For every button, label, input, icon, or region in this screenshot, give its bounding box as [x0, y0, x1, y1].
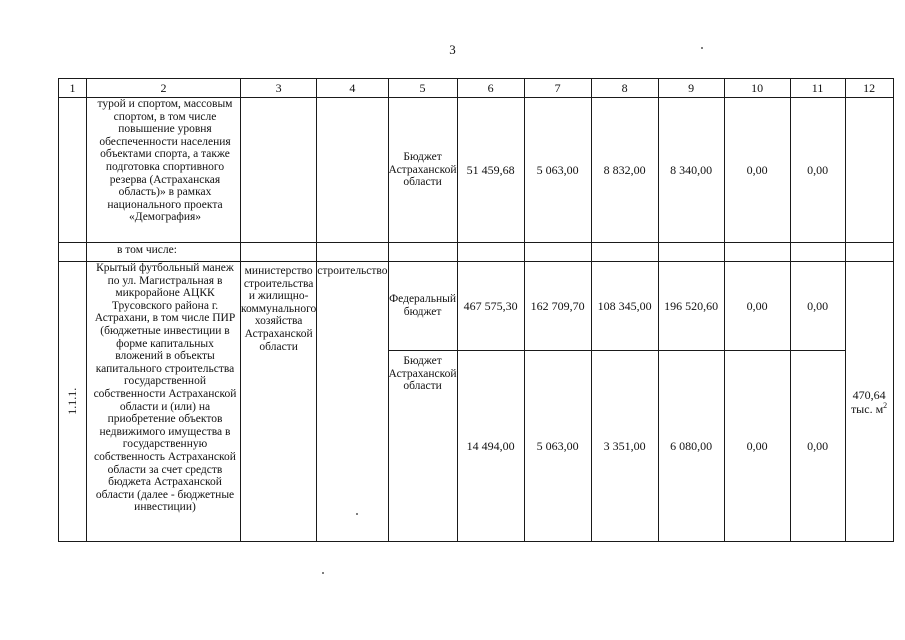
program-description: турой и спортом, массовым спортом, в том числе повышение уровня обеспеченности населения объектами спорта, а также подготовка спортивного резерва (Астраханская область)» в рамках национального проекта «Демография» — [87, 98, 241, 243]
value-cell: 162 709,70 — [524, 262, 591, 351]
header-cell: 4 — [317, 79, 388, 98]
capacity-unit: тыс. м — [850, 401, 884, 416]
value-cell: 8 340,00 — [658, 98, 724, 243]
header-cell: 6 — [457, 79, 524, 98]
scan-speck — [322, 572, 324, 574]
value-cell: 6 080,00 — [658, 351, 724, 542]
header-cell: 8 — [591, 79, 658, 98]
value-cell: 108 345,00 — [591, 262, 658, 351]
capacity-cell — [845, 262, 893, 542]
item-number: 1.1.1. — [65, 387, 80, 415]
header-cell: 10 — [724, 79, 790, 98]
value-cell: 196 520,60 — [658, 262, 724, 351]
value-cell: 8 832,00 — [591, 98, 658, 243]
value-cell: 3 351,00 — [591, 351, 658, 542]
header-cell: 7 — [524, 79, 591, 98]
header-cell: 11 — [790, 79, 845, 98]
value-cell: 0,00 — [724, 98, 790, 243]
header-cell: 1 — [59, 79, 87, 98]
value-cell: 0,00 — [724, 351, 790, 542]
item-number-cell — [59, 262, 87, 542]
value-cell: 0,00 — [724, 262, 790, 351]
value-cell: 0,00 — [790, 351, 845, 542]
funding-source: Бюджет Астраханской области — [388, 98, 457, 243]
value-cell: 0,00 — [790, 98, 845, 243]
header-row — [59, 79, 894, 98]
header-cell: 3 — [241, 79, 317, 98]
object-category: строительство — [317, 262, 388, 542]
funding-source: Федеральный бюджет — [388, 262, 457, 351]
responsible-ministry: министерство строительства и жилищно-коммунального хозяйства Астраханской области — [241, 262, 317, 542]
header-cell: 2 — [87, 79, 241, 98]
header-cell: 9 — [658, 79, 724, 98]
value-cell: 5 063,00 — [524, 98, 591, 243]
funding-source: Бюджет Астраханской области — [388, 351, 457, 542]
including-row — [59, 243, 894, 262]
value-cell: 467 575,30 — [457, 262, 524, 351]
scan-speck — [701, 47, 703, 49]
program-row — [59, 98, 894, 243]
value-cell: 0,00 — [790, 262, 845, 351]
header-cell: 5 — [388, 79, 457, 98]
capacity-value: 470,64 — [852, 387, 886, 402]
capacity-unit-sup: 2 — [883, 400, 888, 410]
value-cell: 14 494,00 — [457, 351, 524, 542]
including-label: в том числе: — [87, 243, 241, 262]
value-cell: 5 063,00 — [524, 351, 591, 542]
object-row-federal — [59, 262, 894, 351]
value-cell: 51 459,68 — [457, 98, 524, 243]
object-description: Крытый футбольный манеж по ул. Магистральная в микрорайоне АЦКК Трусовского района г. Астрахани, в том числе ПИР (бюджетные инвестиции в форме капитальных вложений в объекты капитального строительства государственной собственности Астраханской области и (или) на приобретение объектов недвижимого имущества в государственную собственность Астраханской области за счет средств бюджета Астраханской области (далее - бюджетные инвестиции) — [87, 262, 241, 542]
page-number: 3 — [449, 42, 456, 57]
budget-table — [58, 78, 894, 542]
header-cell: 12 — [845, 79, 893, 98]
